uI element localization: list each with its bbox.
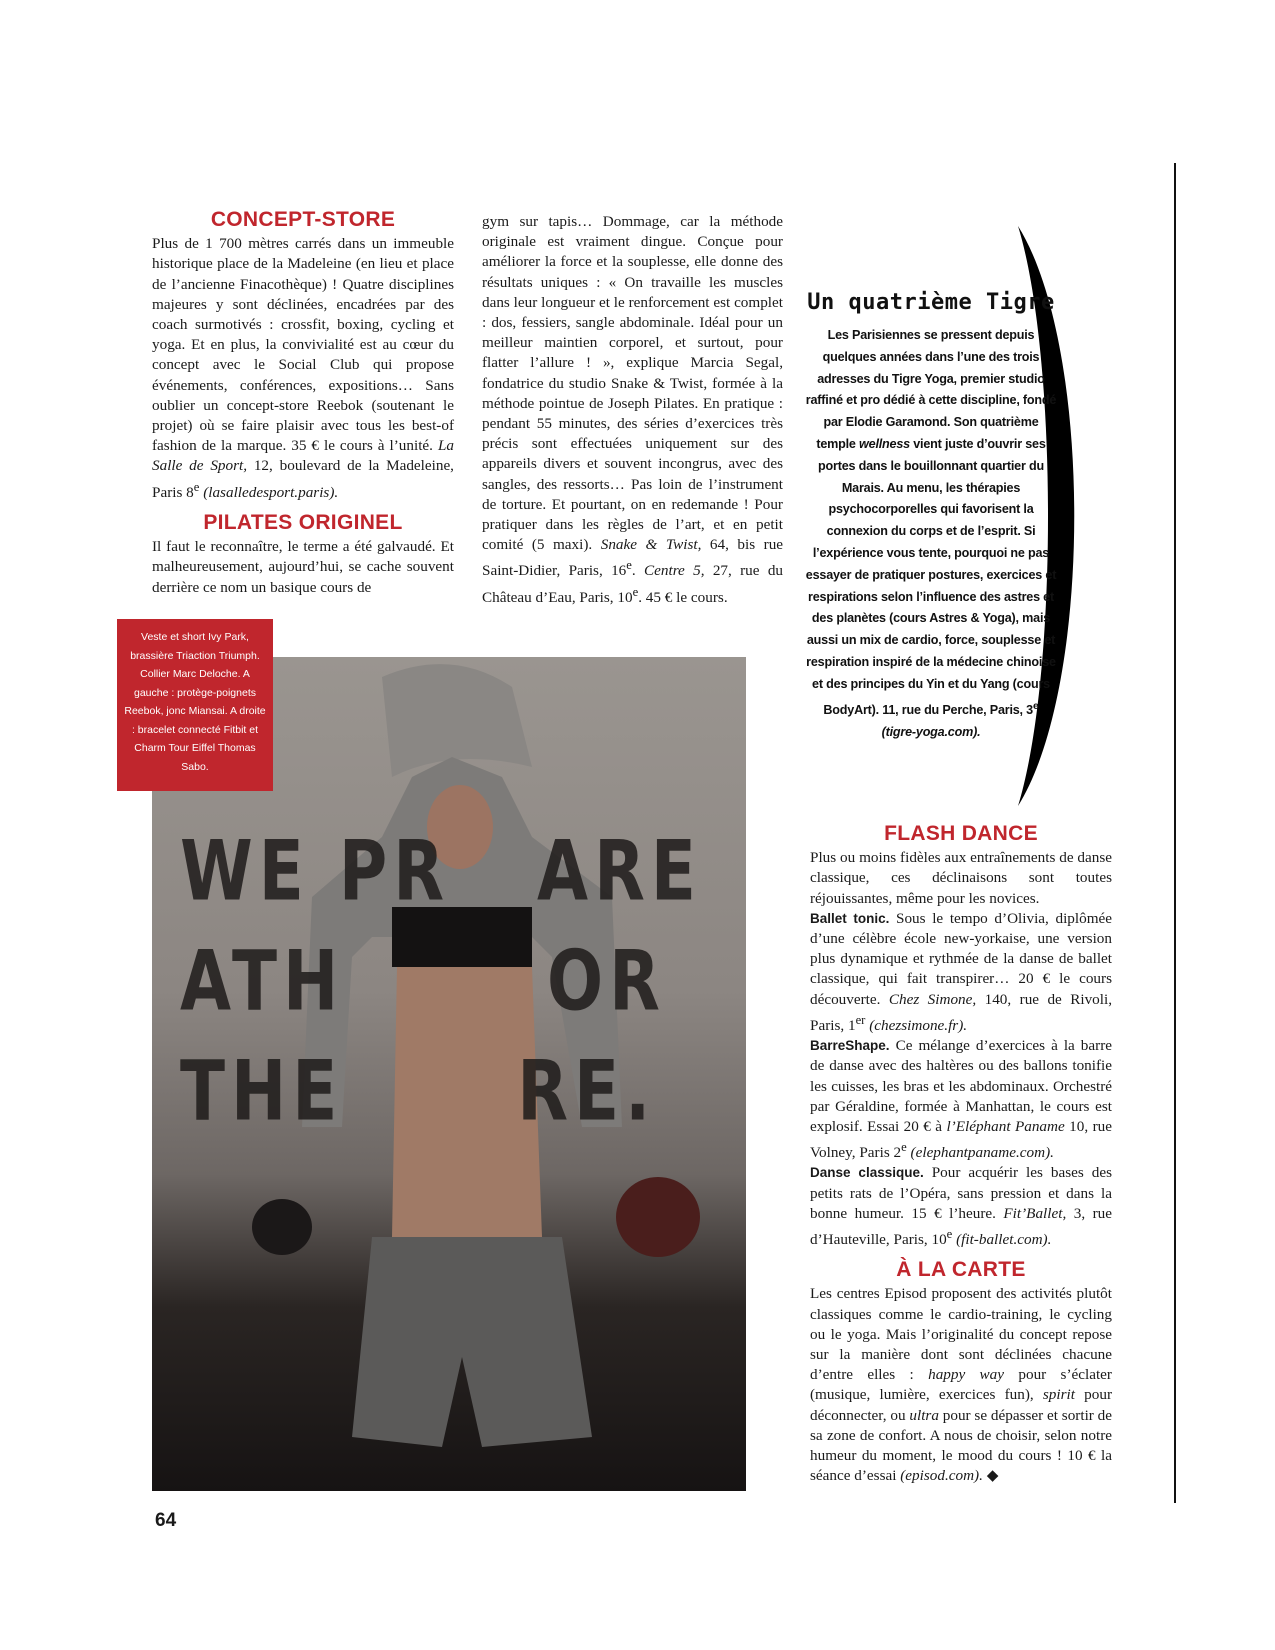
sidebar-box [805, 290, 1057, 743]
danse-classique-label: Danse classique. [810, 1165, 924, 1181]
page-number: 64 [155, 1510, 177, 1531]
pilates-venue-1: Snake & Twist, [600, 536, 702, 554]
barreshape-sup: e [901, 1140, 907, 1155]
a-la-carte-happy: happy way [928, 1366, 1005, 1384]
sidebar-site: (tigre-yoga.com). [881, 724, 981, 739]
flash-dance-intro: Plus ou moins fidèles aux entraînements de danse classique, ces déclinaisons sont toutes réjouissantes, même pour les novices. [810, 849, 1112, 907]
pilates-address-1: 64, bis rue Saint-Didier, Paris, 16 [482, 536, 784, 580]
pilates-address-2: 27, rue du Château d’Eau, Paris, 10 [482, 562, 784, 606]
sidebar-body [805, 325, 1057, 743]
sidebar-title: Un quatrième Tigre [807, 290, 1055, 315]
pilates-price: . 45 € le cours. [638, 588, 728, 606]
barreshape-site: (elephantpaname.com). [906, 1144, 1054, 1162]
ballet-tonic-site: (chezsimone.fr). [865, 1016, 968, 1034]
concept-store-text: Plus de 1 700 mètres carrés dans un immeuble historique place de la Madeleine (en lieu et place de l’ancienne Finacothèque) ! Quatre disciplines majeures y sont déclinées, encadrées par des coach surmotivés : crossfit, boxing, cycling et yoga. Et en plus, la convivialité est au cœur du concept avec le Social Club qui propose événements, conférences, expositions… Sans oublier un concept-store Reebok (soutenant le projet) où se faire plaisir avec tous les best-of fashion de la marque. 35 € le cours à l’unité. [152, 235, 454, 455]
barreshape-body: Ce mélange d’exercices à la barre de danse avec des haltères ou des ballons tonifie les cuisses, les bras et les abdominaux. Orchestré par Géraldine, formée à Manhattan, le cours est explosif. Essai 20 € à [810, 1037, 1112, 1135]
a-la-carte-text-1: Les centres Episod proposent des activités plutôt classiques comme le cardio-training, le cycling ou le yoga. Mais l’originalité du concept repose sur la manière dont sont déclinées chacune d’entre elles : [810, 1285, 1112, 1384]
concept-store-venue: La Salle de Sport, [152, 437, 454, 475]
a-la-carte-site: (episod.com). [900, 1467, 983, 1485]
sidebar-text-1: Les Parisiennes se pressent depuis quelques années dans l’une des trois adresses du Tigre Yoga, premier studio raffiné et pro dédié à cette discipline, fondé par Elodie Garamond. Son quatrième temple [805, 328, 1057, 451]
a-la-carte-body [810, 1284, 1112, 1486]
pilates-text: gym sur tapis… Dommage, car la méthode originale est vraiment dingue. Conçue pour améliorer la force et la souplesse, elle donne des résultats uniques : « On travaille les muscles dans leur longueur et le renforcement est complet : dos, fessiers, sangle abdominale. Idéal pour un meilleur maintien corporel, et surtout, pour flatter l’allure ! », explique Marcia Segal, fondatrice du studio Snake & Twist, formée à la méthode pointue de Joseph Pilates. En pratique : pendant 55 minutes, des séries d’exercices très précis sont effectuées uniquement sur des appareils divers et souvent incongrus, avec des sangles, des ressorts… Pas loin de l’instrument de torture. Et pourtant, on en redemande ! Pour pratiquer dans les règles de l’art, et en petit comité (5 maxi). [482, 213, 783, 554]
ballet-tonic-body: Sous le tempo d’Olivia, diplômée d’une célèbre école new-yorkaise, une version plus dynamique et rythmée de la danse de ballet classique, qui fait transpirer… 20 € le cours découverte. [810, 909, 1112, 1008]
ballet-tonic-sup: er [855, 1012, 866, 1027]
danse-classique-sup: e [946, 1226, 953, 1241]
concept-store-site: (lasalledesport.paris). [199, 483, 339, 501]
concept-store-heading: CONCEPT-STORE [210, 208, 396, 231]
pilates-body-part2: gym sur tapis… Dommage, car la méthode originale est vraiment dingue. Conçue pour améliorer la force et la souplesse, elle donne des résultats uniques : « On travaille les muscles dans leur longueur et le renforcement est complet : dos, fessiers, sangle abdominale. Idéal pour un meilleur maintien corporel, et surtout, pour flatter l’allure ! », explique Marcia Segal, fondatrice du studio Snake & Twist, formée à la méthode pointue de Joseph Pilates. En pratique : pendant 55 minutes, des séries d’exercices très précis sont effectuées uniquement sur des appareils divers et souvent incongrus, avec des sangles, des ressorts… Pas loin de l’instrument de torture. Et pourtant, on en redemande ! Pour pratiquer dans les règles de l’art, et en petit comité (5 maxi). Snake & Twist, 64, bis rue Saint-Didier, Paris, 16e. Centre 5, 27, rue du Château d’Eau, Paris, 10e. 45 € le cours. [482, 213, 784, 606]
danse-classique-body: Pour acquérir les bases des petits rats de l’Opéra, sans pression et dans la bonne humeur. 15 € l’heure. [810, 1164, 1113, 1222]
sidebar-sup: e [1032, 699, 1039, 712]
ballet-tonic-venue: Chez Simone, [888, 990, 977, 1008]
a-la-carte-text-2: pour s’éclater (musique, lumière, exercices fun), [810, 1366, 1112, 1404]
a-la-carte-heading: À LA CARTE [896, 1258, 1026, 1282]
photo-caption: Veste et short Ivy Park, brassière Triaction Triumph. Collier Marc Deloche. A gauche : protège-poignets Reebok, jonc Miansai. A droite : bracelet connecté Fitbit et Charm Tour Eiffel Thomas Sabo. [117, 619, 273, 791]
column-right [810, 824, 1112, 1486]
pilates-body-part1: Il faut le reconnaître, le terme a été galvaudé. Et malheureusement, aujourd’hui, se cache souvent derrière ce nom un basique cours de [152, 538, 454, 596]
concept-store-body [152, 234, 454, 503]
column-middle [482, 212, 783, 608]
sidebar-wellness: wellness [859, 436, 910, 451]
wall-line-2: ATH OR [180, 933, 666, 1030]
danse-classique-site: (fit-ballet.com). [952, 1231, 1052, 1249]
danse-classique-address: 3, rue d’Hauteville, Paris, 10 [810, 1204, 1112, 1249]
ballet-tonic-address: 140, rue de Rivoli, Paris, 1 [810, 990, 1113, 1034]
end-diamond-icon: ◆ [982, 1467, 999, 1485]
column-left [152, 210, 454, 598]
wall-line-3: THE RE. [180, 1043, 657, 1140]
pilates-heading: PILATES ORIGINEL [203, 510, 403, 534]
a-la-carte-text-3: pour déconnecter, ou [810, 1386, 1113, 1424]
concept-store-sup: e [193, 479, 200, 494]
pilates-venue-2: Centre 5, [644, 562, 705, 580]
barreshape-label: BarreShape. [810, 1038, 890, 1054]
barreshape-venue: l’Eléphant Paname [946, 1117, 1065, 1135]
a-la-carte-spirit: spirit [1042, 1386, 1075, 1404]
a-la-carte-text-4: pour se dépasser et sortir de sa zone de confort. A nous de choisir, selon notre humeur du moment, le mood du cours ! 10 € la séance d’essai [810, 1406, 1113, 1485]
ballet-tonic-label: Ballet tonic. [810, 910, 890, 926]
a-la-carte-ultra: ultra [909, 1406, 939, 1424]
vertical-rule [1174, 163, 1176, 1503]
wall-slogan [180, 817, 740, 1147]
flash-dance-heading: FLASH DANCE [884, 822, 1038, 845]
flash-dance-item-1 [810, 909, 1112, 1036]
wall-line-1: WE PR ARE [180, 823, 702, 920]
sidebar-text-2: vient juste d’ouvrir ses portes dans le bouillonnant quartier du Marais. Au menu, les thérapies psychocorporelles qui favorisent la connexion du corps et de l’esprit. Si l’expérience vous tente, pourquoi ne pas essayer de pratiquer postures, exercices et respirations selon l’influence des astres et des planètes (cours Astres & Yoga), mais aussi un mix de cardio, force, souplesse et respiration inspiré de la médecine chinoise et des principes du Yin et du Yang (cours BodyArt). 11, rue du Perche, Paris, 3 [805, 436, 1057, 717]
danse-classique-venue: Fit’Ballet, [1003, 1204, 1067, 1222]
concept-store-address: 12, boulevard de la Madeleine, Paris 8 [152, 457, 454, 501]
flash-dance-item-3 [810, 1163, 1112, 1250]
barreshape-address: 10, rue Volney, Paris 2 [810, 1117, 1112, 1162]
pilates-sup-1: e [626, 558, 632, 573]
pilates-sup-2: e [632, 584, 639, 599]
flash-dance-item-2 [810, 1036, 1112, 1163]
